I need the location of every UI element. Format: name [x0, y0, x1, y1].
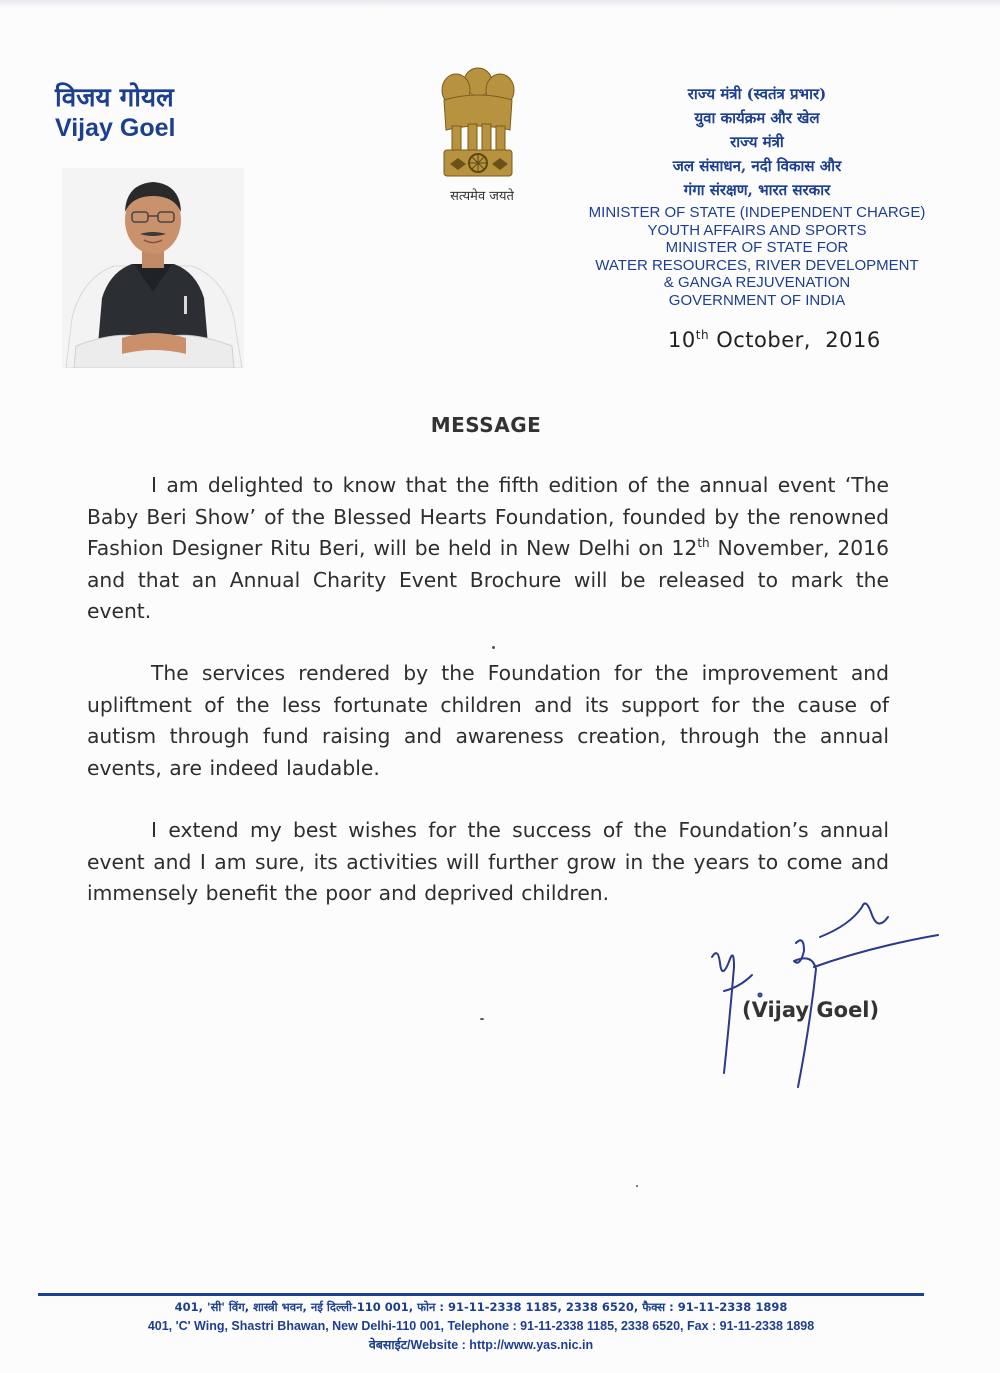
office-hindi-line: राज्य मंत्री (स्वतंत्र प्रभार): [687, 85, 827, 103]
office-hindi-line: युवा कार्यक्रम और खेल: [694, 109, 820, 127]
footer-website: वेबसाईट/Website : http://www.yas.nic.in: [368, 1338, 594, 1352]
office-designation-block: [560, 82, 954, 310]
office-hindi-line: गंगा संरक्षण, भारत सरकार: [683, 181, 831, 199]
date-day-suffix: th: [695, 328, 710, 342]
paragraph-1-text-end: November, 2016 and that an Annual Charity Event Brochure will be released to mark the event.: [87, 536, 889, 623]
footer-address-hindi: 401, 'सी' विंग, शास्त्री भवन, नई दिल्ली-110 001, फोन : 91-11-2338 1185, 2338 6520, फैक्स : 91-11-2338 1898: [174, 1300, 788, 1314]
office-english-line: GOVERNMENT OF INDIA: [668, 291, 846, 309]
handwritten-signature: [700, 895, 940, 1090]
letter-date: [668, 328, 881, 352]
sender-portrait: [62, 168, 244, 368]
scan-speck: [492, 646, 495, 649]
signatory-name: (Vijay Goel): [742, 998, 880, 1022]
paragraph-1-ordinal: th: [697, 536, 710, 551]
office-english-line: MINISTER OF STATE (INDEPENDENT CHARGE): [588, 204, 926, 221]
office-english-line: & GANGA REJUVENATION: [663, 274, 851, 292]
office-english-line: MINISTER OF STATE FOR: [665, 239, 849, 257]
message-paragraph-2: The services rendered by the Foundation for the improvement and upliftment of the less fortunate children and its support for the cause of autism through fund raising and awareness creation, through the annual events, are indeed laudable.: [87, 661, 889, 780]
footer-address-block: [38, 1298, 924, 1355]
message-paragraph-3: I extend my best wishes for the success of the Foundation’s annual event and I am sure, its activities will further grow in the years to come and immensely benefit the poor and deprived children.: [87, 818, 889, 905]
footer-rule: [38, 1293, 924, 1296]
office-english-line: WATER RESOURCES, RIVER DEVELOPMENT: [595, 256, 919, 274]
office-hindi-line: जल संसाधन, नदी विकास और: [672, 157, 842, 175]
paragraph-1-text: I am delighted to know that the fifth edition of the annual event ‘The Baby Beri Show’ of the Blessed Hearts Foundation, founded by the renowned Fashion Designer Ritu Beri, will be held in New Delhi on 12: [87, 473, 889, 560]
date-month-year: October, 2016: [709, 328, 881, 352]
office-hindi-line: राज्य मंत्री: [730, 133, 784, 151]
message-paragraph-1: [87, 470, 889, 628]
sender-name-english: Vijay Goel: [55, 114, 176, 142]
sender-name-hindi: विजय गोयल: [55, 83, 174, 113]
page-edge: [0, 0, 1000, 8]
message-heading: MESSAGE: [430, 413, 542, 437]
scan-speck: [636, 1185, 638, 1187]
office-english-line: YOUTH AFFAIRS AND SPORTS: [647, 221, 867, 239]
footer-address-english: 401, 'C' Wing, Shastri Bhawan, New Delhi-110 001, Telephone : 91-11-2338 1185, 2338 6520, Fax : 91-11-2338 1898: [147, 1319, 815, 1333]
date-day: 10: [668, 328, 696, 352]
scan-speck: [480, 1018, 484, 1020]
emblem-motto: सत्यमेव जयते: [450, 189, 514, 204]
portrait-illustration: [62, 168, 244, 368]
